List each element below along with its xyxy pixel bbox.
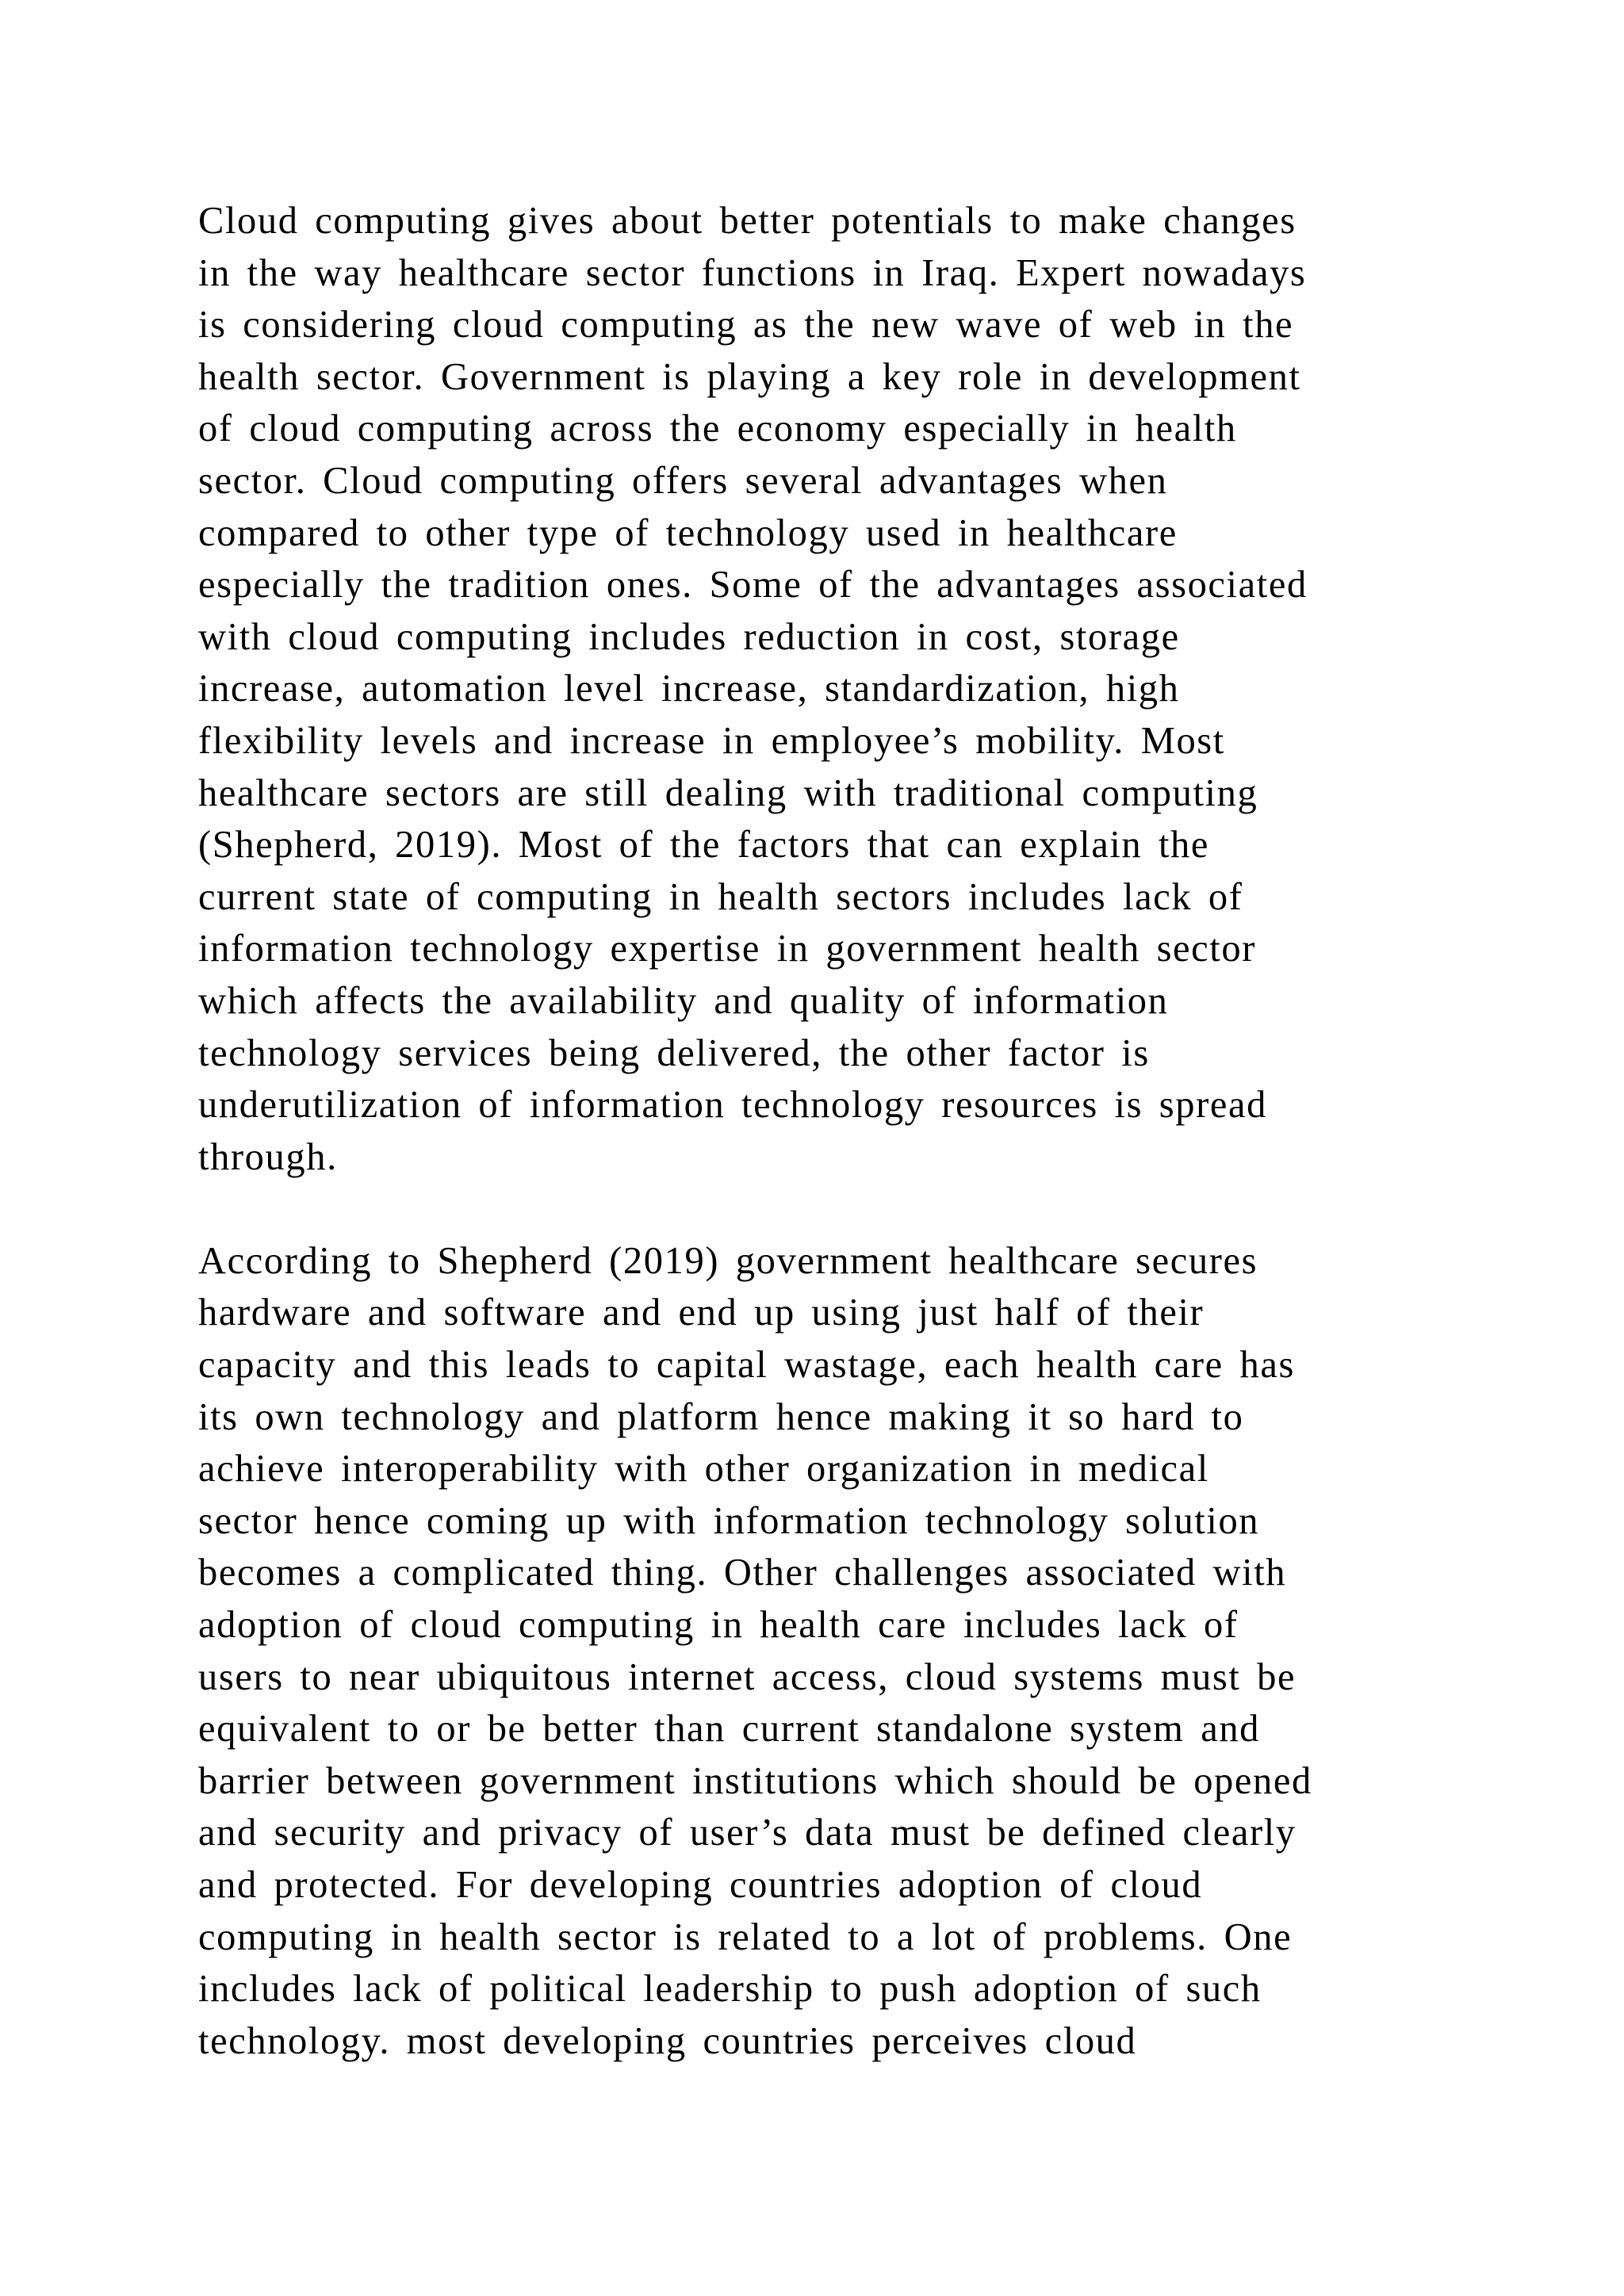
- paragraph-spacer: [198, 1183, 1435, 1235]
- text-line: (Shepherd, 2019). Most of the factors that can explain the: [198, 824, 1210, 867]
- text-line: and security and privacy of user’s data must be defined clearly: [198, 1812, 1297, 1854]
- text-line: healthcare sectors are still dealing with traditional computing: [198, 771, 1258, 814]
- text-line: equivalent to or be better than current standalone system and: [198, 1708, 1261, 1751]
- text-line: becomes a complicated thing. Other challenges associated with: [198, 1552, 1287, 1594]
- text-line: is considering cloud computing as the new wave of web in the: [198, 304, 1294, 346]
- text-line: According to Shepherd (2019) government healthcare secures: [198, 1239, 1258, 1282]
- text-line: especially the tradition ones. Some of the advantages associated: [198, 564, 1308, 607]
- text-line: underutilization of information technology resources is spread: [198, 1084, 1267, 1127]
- text-line: technology services being delivered, the other factor is: [198, 1031, 1150, 1074]
- text-line: hardware and software and end up using just half of their: [198, 1292, 1205, 1334]
- text-line: which affects the availability and quality of information: [198, 979, 1169, 1022]
- text-line: current state of computing in health sectors includes lack of: [198, 875, 1243, 918]
- text-line: its own technology and platform hence making it so hard to: [198, 1395, 1244, 1438]
- text-line: technology. most developing countries perceives cloud: [198, 2019, 1137, 2062]
- text-line: sector. Cloud computing offers several advantages when: [198, 459, 1168, 502]
- text-line: Cloud computing gives about better potentials to make changes: [198, 200, 1297, 242]
- text-line: in the way healthcare sector functions in Iraq. Expert nowadays: [198, 251, 1307, 294]
- text-line: sector hence coming up with information technology solution: [198, 1499, 1260, 1542]
- text-line: achieve interoperability with other organization in medical: [198, 1448, 1209, 1490]
- text-line: with cloud computing includes reduction in cost, storage: [198, 615, 1180, 658]
- text-line: and protected. For developing countries adoption of cloud: [198, 1864, 1203, 1906]
- text-line: users to near ubiquitous internet access, cloud systems must be: [198, 1655, 1297, 1698]
- text-line: of cloud computing across the economy especially in health: [198, 408, 1237, 450]
- text-line: barrier between government institutions which should be opened: [198, 1759, 1312, 1802]
- text-line: capacity and this leads to capital wastage, each health care has: [198, 1344, 1295, 1387]
- text-line: flexibility levels and increase in employee’s mobility. Most: [198, 719, 1225, 762]
- text-line: health sector. Government is playing a key role in development: [198, 355, 1301, 398]
- text-line: information technology expertise in government health sector: [198, 928, 1256, 970]
- document-body: [198, 195, 1435, 2067]
- text-line: increase, automation level increase, standardization, high: [198, 668, 1180, 710]
- text-line: through.: [198, 1135, 338, 1178]
- text-line: computing in health sector is related to a lot of problems. One: [198, 1915, 1293, 1958]
- paragraph-2: [198, 1235, 1435, 2068]
- paragraph-1: [198, 195, 1435, 1183]
- text-line: compared to other type of technology used in healthcare: [198, 511, 1178, 554]
- text-line: adoption of cloud computing in health care includes lack of: [198, 1604, 1239, 1647]
- text-line: includes lack of political leadership to push adoption of such: [198, 1968, 1262, 2011]
